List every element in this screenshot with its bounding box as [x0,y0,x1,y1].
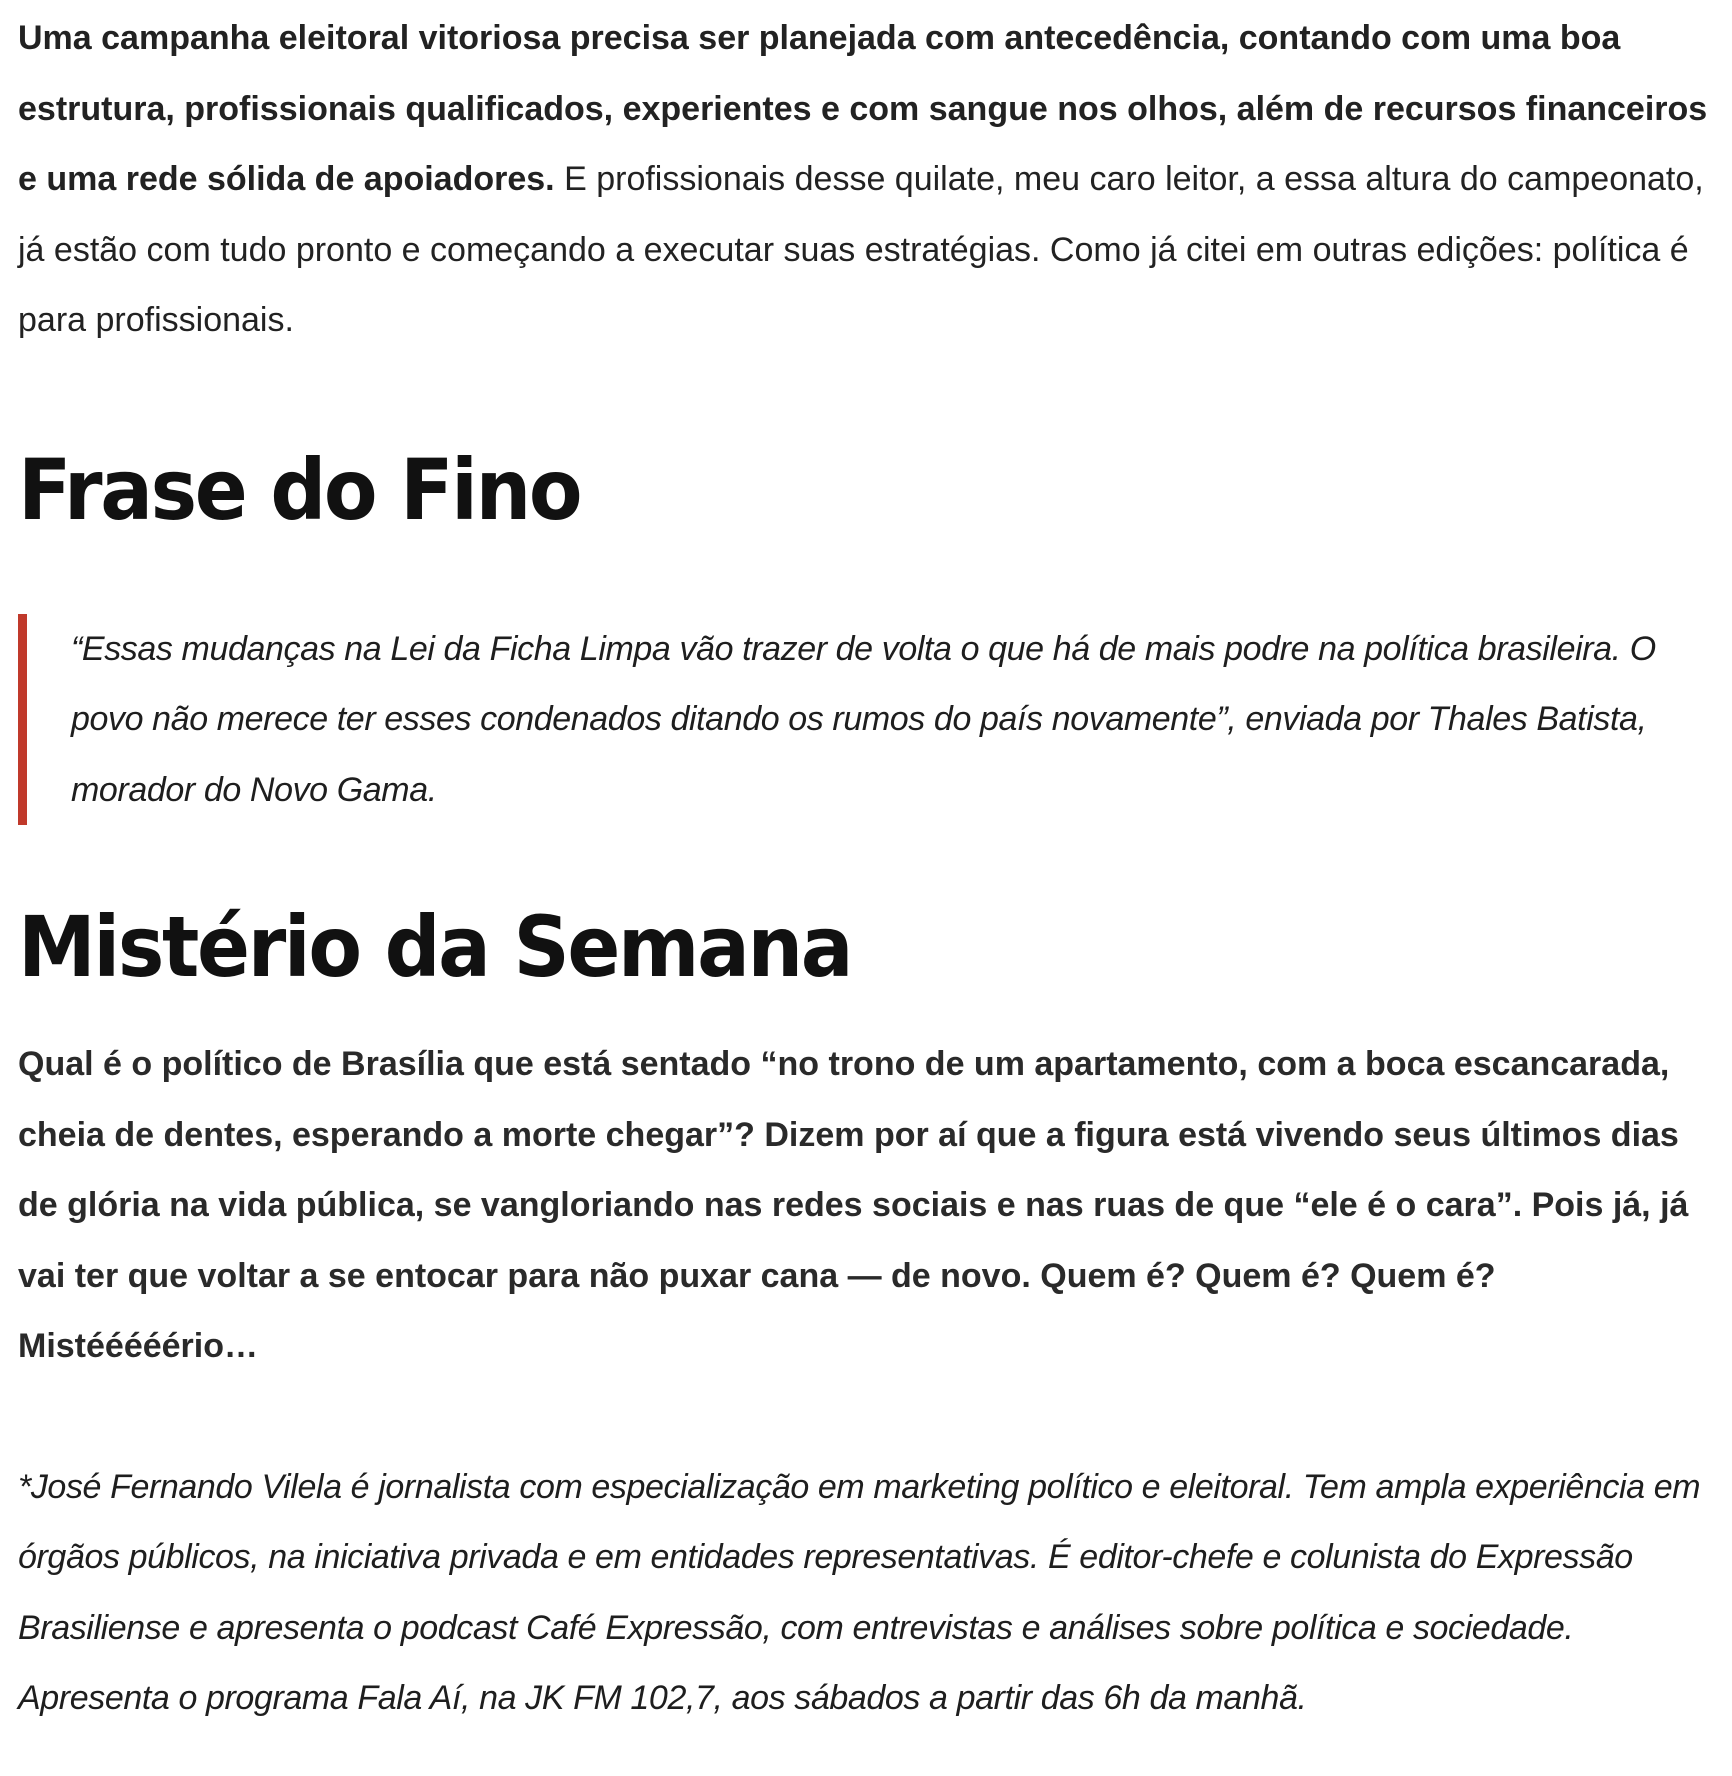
misterio-paragraph: Qual é o político de Brasília que está sentado “no trono de um apartamento, com a boca escancarada, cheia de dentes, esperando a morte chegar”? Dizem por aí que a figura está vivendo seus últimos dias de glória na vida pública, se vangloriando nas redes sociais e nas ruas de que “ele é o cara”. Pois já, já vai ter que voltar a se entocar para não puxar cana — de novo. Quem é? Quem é? Quem é? Mistééééério… [18,1045,1689,1365]
intro-paragraph [18,0,1714,356]
frase-do-fino-heading: Frase do Fino [18,440,581,539]
frase-quote-block [18,614,1714,826]
section-spacer [18,825,1714,905]
intro-regular-text: E profissionais desse quilate, meu caro leitor, a essa altura do campeonato, já estão com tudo pronto e começando a executar suas estratégias. Como já citei em outras edições: política é para profissionais. [18,160,1704,339]
frase-quote-text: “Essas mudanças na Lei da Ficha Limpa vão trazer de volta o que há de mais podre na política brasileira. O povo não merece ter esses condenados ditando os rumos do país novamente”, enviada por Thales Batista, morador do Novo Gama. [71,629,1656,809]
intro-bold-text: Uma campanha eleitoral vitoriosa precisa ser planejada com antecedência, contando com uma boa estrutura, profissionais qualificados, experientes e com sangue nos olhos, além de recursos financeiros e uma rede sólida de apoiadores. [18,19,1708,198]
misterio-da-semana-heading: Mistério da Semana [18,898,852,996]
author-note: *José Fernando Vilela é jornalista com especialização em marketing político e eleitoral. Tem ampla experiência em órgãos públicos, na iniciativa privada e em entidades representativas. É editor-chefe e colunista do Expressão Brasiliense e apresenta o podcast Café Expressão, com entrevistas e análises sobre política e sociedade. Apresenta o programa Fala Aí, na JK FM 102,7, aos sábados a partir das 6h da manhã. [18,1467,1701,1717]
